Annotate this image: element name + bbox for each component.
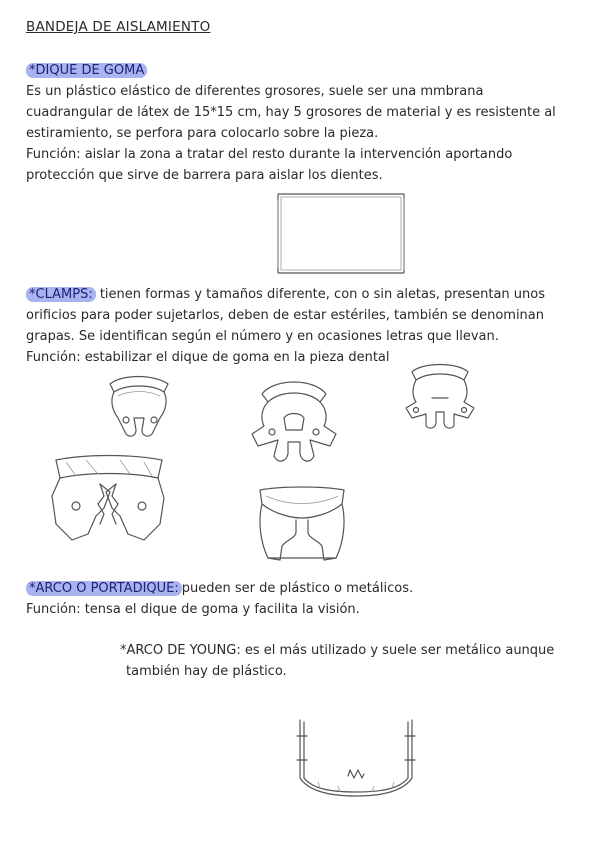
clamp-butterfly-illustration <box>46 452 172 552</box>
clamps-line: tienen formas y tamaños diferente, con o sin aletas, presentan unos <box>95 287 545 302</box>
rubber-dam-sheet-illustration <box>272 190 412 278</box>
clamp-winged-large-illustration <box>248 374 340 468</box>
arco-heading: *ARCO O PORTADIQUE: <box>26 581 182 596</box>
young-line: también hay de plástico. <box>126 664 287 679</box>
section-young <box>120 640 560 682</box>
clamps-heading: *CLAMPS: <box>26 287 96 302</box>
clamp-winged-right-illustration <box>400 358 480 434</box>
section-dique <box>26 60 586 186</box>
arco-function: Función: tensa el dique de goma y facilita la visión. <box>26 602 360 617</box>
dique-function: protección que sirve de barrera para aislar los dientes. <box>26 168 383 183</box>
dique-heading: *DIQUE DE GOMA <box>26 63 147 78</box>
clamp-wingless-illustration <box>252 484 352 566</box>
clamps-line: grapas. Se identifican según el número y en ocasiones letras que llevan. <box>26 329 499 344</box>
page-title: BANDEJA DE AISLAMIENTO <box>26 19 211 35</box>
dique-line: Es un plástico elástico de diferentes grosores, suele ser una mmbrana <box>26 84 484 99</box>
young-line: *ARCO DE YOUNG: es el más utilizado y suele ser metálico aunque <box>120 643 555 658</box>
clamp-winged-small-illustration <box>102 370 176 442</box>
clamps-function: Función: estabilizar el dique de goma en la pieza dental <box>26 350 390 365</box>
young-frame-illustration <box>288 716 424 802</box>
dique-function: Función: aislar la zona a tratar del resto durante la intervención aportando <box>26 147 513 162</box>
arco-line: pueden ser de plástico o metálicos. <box>181 581 414 596</box>
section-arco <box>26 578 586 620</box>
clamps-line: orificios para poder sujetarlos, deben de estar estériles, también se denominan <box>26 308 545 323</box>
dique-line: estiramiento, se perfora para colocarlo sobre la pieza. <box>26 126 379 141</box>
section-clamps <box>26 284 591 368</box>
dique-line: cuadrangular de látex de 15*15 cm, hay 5 grosores de material y es resistente al <box>26 105 556 120</box>
